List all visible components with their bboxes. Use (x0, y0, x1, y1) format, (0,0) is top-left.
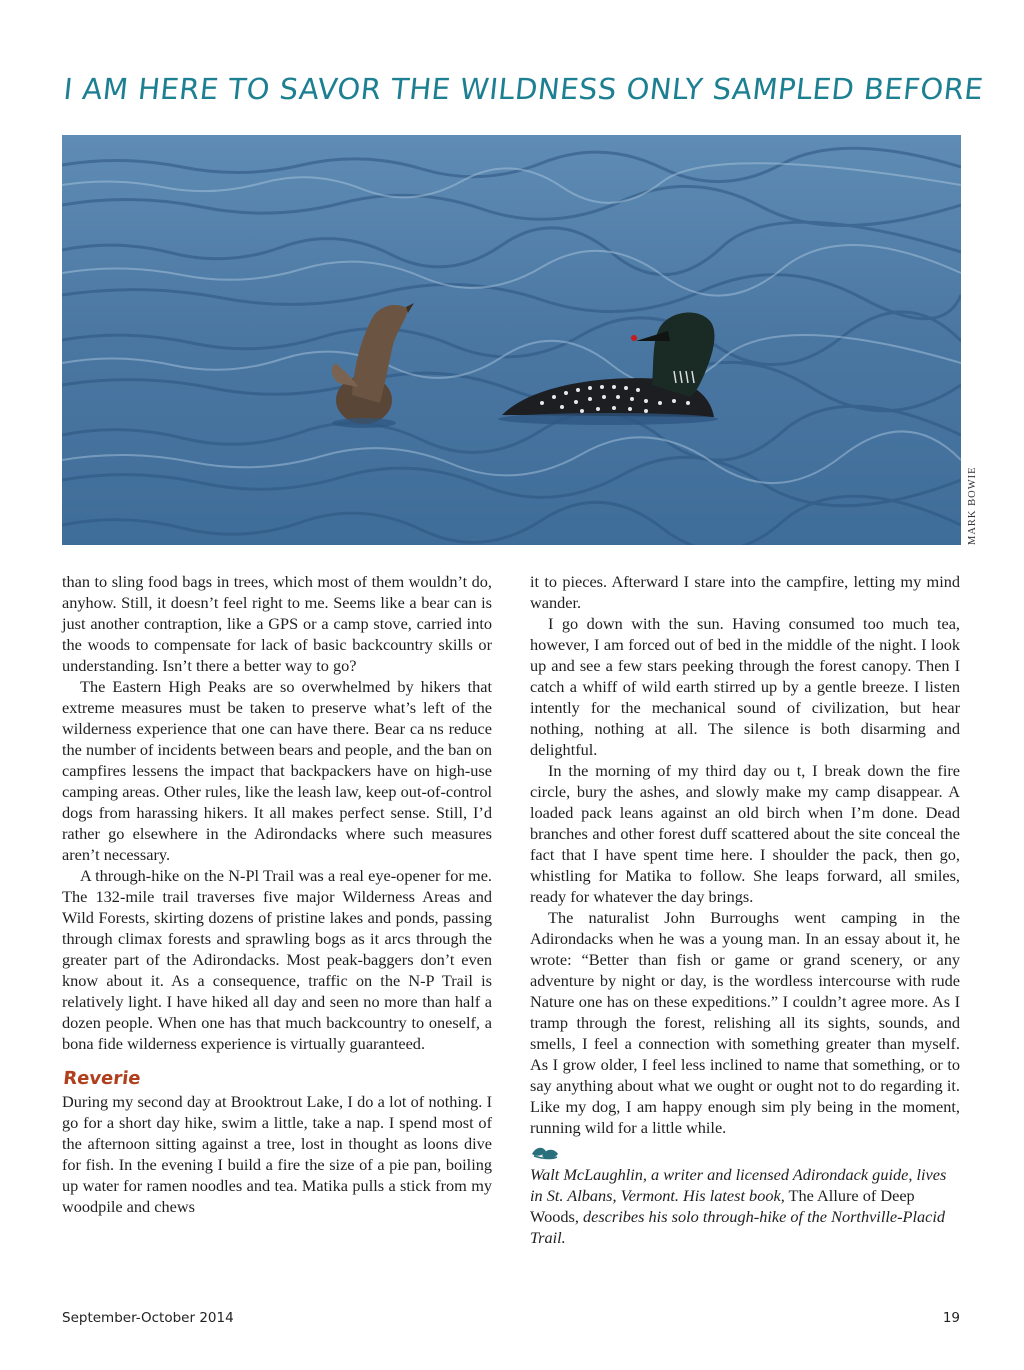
page-headline: I AM HERE TO SAVOR THE WILDNESS ONLY SAMPLED BEFORE (62, 72, 986, 106)
right-paragraph-2: I go down with the sun. Having consumed too much tea, however, I am forced out of bed in the middle of the night. I look up and see a few stars peeking through the forest canopy. Then I catch a whiff of wild earth stirred up by a gentle breeze. I listen intently for the mechanical sound of civilization, but hear nothing, nothing at all. The silence is both disarming and delightful. (530, 614, 960, 759)
left-paragraph-1: than to sling food bags in trees, which most of them wouldn’t do, anyhow. Still, it doesn’t feel right to me. Seems like a bear can is just another contraption, like a GPS or a camp stove, carried into the woods to compensate for lack of basic backcountry skills or understanding. Isn’t there a better way to go? (62, 572, 492, 675)
loon-photo (62, 135, 961, 545)
photo-credit: MARK BOWIE (967, 466, 978, 545)
left-column (62, 571, 492, 1217)
issue-date: September-October 2014 (62, 1310, 234, 1326)
loon-photo-illustration (62, 135, 961, 545)
leaf-ornament-icon (530, 1144, 560, 1162)
author-bio-text-end: describes his solo through-hike of the Northville-Placid Trail. (530, 1207, 946, 1247)
left-paragraph-4: During my second day at Brooktrout Lake, I do a lot of nothing. I go for a short day hike, swim a little, take a nap. I spend most of the afternoon sitting against a tree, lost in thought as loons dive for fish. In the evening I build a fire the size of a pie pan, boiling up water for ramen noodles and tea. Matika pulls a stick from my woodpile and chews (62, 1092, 492, 1216)
left-paragraph-2: The Eastern High Peaks are so overwhelmed by hikers that extreme measures must be taken to preserve what’s left of the wilderness experience that one can have there. Bear ca ns reduce the number of incidents between bears and people, and the ban on campfires lessens the impact that backpackers have on high-use camping areas. Other rules, like the leash law, keep out-of-control dogs from harassing hikers. It all makes perfect sense. Still, I’d rather go elsewhere in the Adirondacks where such measures aren’t necessary. (62, 677, 492, 864)
author-bio-text: Walt McLaughlin, a writer and licensed Adirondack guide, lives in St. Albans, Vermont. His latest book, (530, 1165, 947, 1205)
page-number: 19 (942, 1310, 960, 1326)
right-column (530, 571, 960, 1248)
author-bio (530, 1164, 960, 1248)
right-paragraph-3: In the morning of my third day ou t, I break down the fire circle, bury the ashes, and slowly make my camp disappear. A loaded pack leans against an old birch when I’m done. Dead branches and other forest duff scattered about the site conceal the fact that I have spent time here. I shoulder the pack, then go, whistling for Matika to follow. She leaps forward, all smiles, ready for whatever the day brings. (530, 761, 960, 906)
right-paragraph-4: The naturalist John Burroughs went camping in the Adirondacks when he was a young man. In an essay about it, he wrote: “Better than fish or game or grand scenery, or any adventure by night or day, is the wordless intercourse with rude Nature one has on these expeditions.” I couldn’t agree more. As I tramp through the forest, relishing all its sights, sounds, and smells, I feel a connection with something greater than myself. As I grow older, I feel less inclined to name that something, or to say anything about what we ought or ought not to do regarding it. Like my dog, I am happy enough sim ply being in the moment, running wild for a little while. (530, 908, 960, 1137)
right-paragraph-1: it to pieces. Afterward I stare into the campfire, letting my mind wander. (530, 572, 960, 612)
book-title: The Allure of Deep Woods, (530, 1186, 915, 1226)
left-paragraph-3: A through-hike on the N-Pl Trail was a real eye-opener for me. The 132-mile trail traverses five major Wilderness Areas and Wild Forests, skirting dozens of pristine lakes and ponds, passing through climax forests and sprawling bogs as it arcs through the greater part of the Adirondacks. Most peak-baggers don’t even know about it. As a consequence, traffic on the N-P Trail is relatively light. I have hiked all day and seen no more than half a dozen people. When one has that much backcountry to oneself, a bona fide wilderness experience is virtually guaranteed. (62, 866, 492, 1053)
section-subhead: Reverie (62, 1068, 142, 1089)
water-surface (62, 135, 961, 545)
